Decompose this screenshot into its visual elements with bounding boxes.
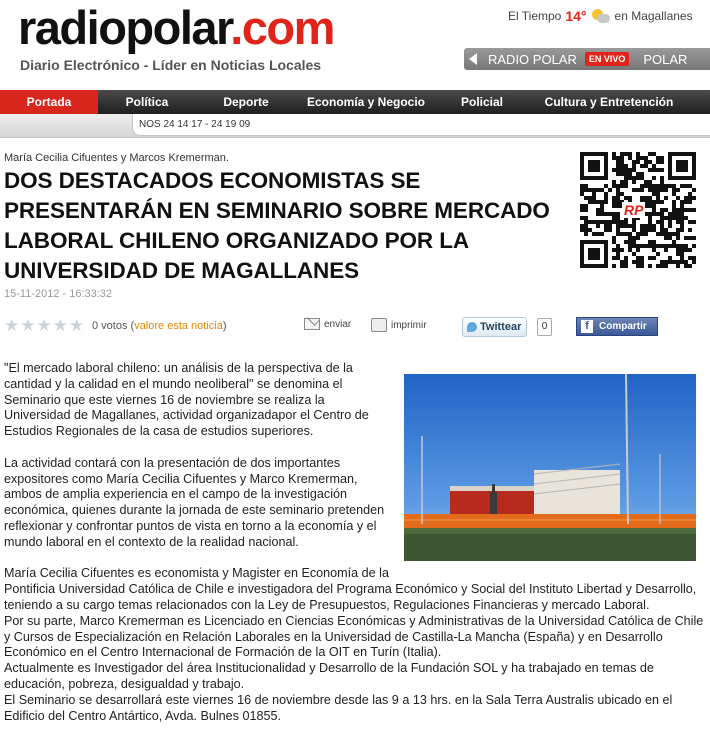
paragraph-1: "El mercado laboral chileno: un análisis de la perspectiva de la cantidad y la calidad en el mundo neoliberal" se denomina el Seminario que este viernes 16 de noviembre se realiza la Universidad de Magallanes, actividad organizadapor el Centro de Estudios Regionales de la casa de estudios superiores. xyxy=(4,361,369,439)
rating-stars[interactable] xyxy=(4,316,84,336)
facebook-share-button[interactable] xyxy=(576,317,658,336)
paragraph-4: Por su parte, Marco Kremerman es Licenciado en Ciencias Económicas y Administrativas de la Universidad Católica de Chile y Cursos de Especialización en Relación Laborales en la Universidad de Castilla-La Mancha (España) y en Desarrollo Económico en el Centro Internacional de Formación de la OIT en Turín (Italia). xyxy=(4,613,704,660)
live-badge[interactable]: EN VIVO xyxy=(585,52,630,66)
weather-widget[interactable] xyxy=(508,8,693,24)
twitter-button[interactable] xyxy=(462,317,527,337)
article-author: María Cecilia Cifuentes y Marcos Kremerman. xyxy=(4,152,229,164)
print-icon xyxy=(371,318,387,332)
speaker-icon[interactable] xyxy=(464,48,482,70)
nav-item-deporte[interactable]: Deporte xyxy=(223,95,269,109)
twitter-count: 0 xyxy=(537,318,552,336)
facebook-label: Compartir xyxy=(599,321,647,332)
paragraph-3: María Cecilia Cifuentes es economista y Magister en Economía de la Pontificia Universidad Católica de Chile e investigadora del Programa Económico y Social del Instituto Libertad y Desarrollo, teniendo a su cargo temas relacionados con la Ley de Presupuestos, Regulaciones Financieras y mercado Laboral. xyxy=(4,566,697,612)
logo-main: radiopolar xyxy=(18,1,231,54)
star-icon[interactable]: ★ xyxy=(69,316,85,335)
article-title: DOS DESTACADOS ECONOMISTAS SE PRESENTARÁN EN SEMINARIO SOBRE MERCADO LABORAL CHILENO ORGANIZADO POR LA UNIVERSIDAD DE MAGALLANES xyxy=(4,168,550,283)
star-icon[interactable]: ★ xyxy=(20,316,36,335)
radio-player-bar[interactable] xyxy=(464,48,710,70)
main-nav xyxy=(0,90,710,114)
twitter-bird-icon xyxy=(467,322,477,332)
nav-item-economia[interactable]: Economía y Negocio xyxy=(306,95,426,109)
star-icon[interactable]: ★ xyxy=(36,316,52,335)
rate-link[interactable]: valore esta noticia xyxy=(134,320,223,332)
twitter-label: Twittear xyxy=(480,321,522,333)
votes-text: 0 votos ( xyxy=(92,320,135,332)
email-button[interactable] xyxy=(304,318,351,330)
qr-badge: RP xyxy=(624,202,644,218)
site-logo[interactable] xyxy=(18,2,334,54)
radio-label-2[interactable]: POLAR xyxy=(643,51,688,67)
site-header xyxy=(0,0,710,90)
radio-label[interactable]: RADIO POLAR xyxy=(488,51,577,67)
email-label: enviar xyxy=(324,318,352,330)
ticker-bar xyxy=(0,114,710,138)
weather-label: El Tiempo xyxy=(508,9,562,23)
paragraph-6: El Seminario se desarrollará este viernes 16 de noviembre desde las 9 a 13 hrs. en la Sala Terra Australis ubicado en el Edificio del Centro Antártico, Avda. Bulnes 01855. xyxy=(4,692,673,723)
star-icon[interactable]: ★ xyxy=(52,316,68,335)
article-photo[interactable] xyxy=(404,374,696,561)
article-date: 15-11-2012 - 16:33:32 xyxy=(4,288,113,300)
article-body xyxy=(4,361,704,724)
votes-close: ) xyxy=(222,320,227,332)
email-icon xyxy=(304,318,320,330)
site-tagline: Diario Electrónico - Líder en Noticias Locales xyxy=(20,57,322,73)
facebook-icon: f xyxy=(581,320,593,333)
paragraph-2: La actividad contará con la presentación de dos importantes expositores como María Cecilia Cifuentes y Marco Kremerman, ambos de amplia experiencia en el campo de la investigación económica, quienes durante la jornada de este seminario pretenden reflexionar y confrontar puntos de vista en torno a la economía y el mundo laboral en el contexto de la realidad nacional. xyxy=(4,455,385,549)
votes-count xyxy=(92,320,227,332)
print-button[interactable] xyxy=(371,318,427,332)
nav-item-politica[interactable]: Política xyxy=(125,95,169,109)
weather-sun-cloud-icon xyxy=(591,8,611,24)
qr-code xyxy=(580,152,696,268)
weather-temp: 14° xyxy=(565,8,587,24)
ticker-text: NOS 24 14 17 - 24 19 09 xyxy=(132,114,710,136)
nav-item-cultura[interactable]: Cultura y Entretención xyxy=(544,95,674,109)
nav-item-portada[interactable]: Portada xyxy=(0,90,98,114)
print-label: imprimir xyxy=(391,319,427,331)
star-icon[interactable]: ★ xyxy=(4,316,20,335)
paragraph-5: Actualmente es Investigador del área Institucionalidad y Desarrollo de la Fundación SOL y ha trabajado en temas de educación, pobreza, desigualdad y trabajo. xyxy=(4,661,654,691)
nav-item-policial[interactable]: Policial xyxy=(460,95,504,109)
article-actions xyxy=(0,314,710,340)
logo-tld: .com xyxy=(230,1,334,54)
weather-location: en Magallanes xyxy=(614,9,693,23)
